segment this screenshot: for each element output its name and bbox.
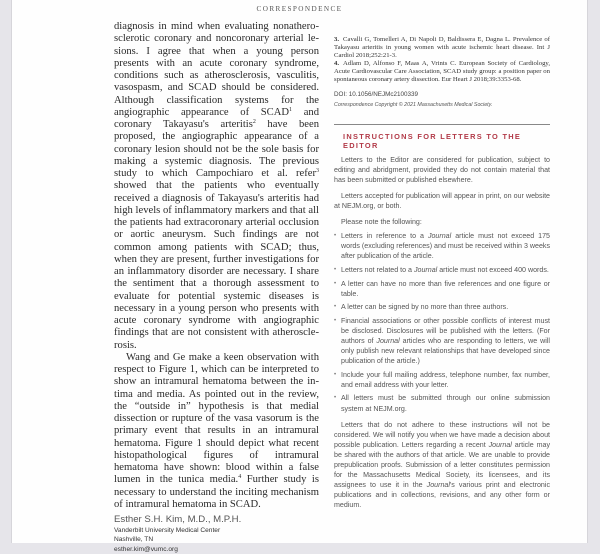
instructions-intro: Letters accepted for publication will appear in print, on our website at NEJM.org, or both. [334,191,550,210]
instructions-closing: Letters that do not adhere to these instructions will not be considered. We will notify you when we have made a decision about possible publication. Letters regarding a recent Journal article may be shared with the authors of that article. We are unable to provide prepublication proofs. Submission of a letter constitutes permission for the Massachusetts Medical Society, its licensees, and its assignees to use it in the Journal's various print and electronic publications and in collections, revisions, and any other form or medium. [334,420,551,510]
author-email[interactable]: esther.kim@vumc.org [114,545,178,553]
doi[interactable]: DOI: 10.1056/NEJMc2100339 [334,90,419,98]
instruction-bullet: • Letters not related to a Journal article must not exceed 400 words. [334,265,550,275]
instructions-bullet-list [334,231,550,414]
reference-item: 4. Adlam D, Alfonso F, Maas A, Vrints C. European Society of Cardiology, Acute Cardiovascular Care Association, SCAD study group: a position paper on spontaneous coronary artery dissection. Eur Heart J 2018;39:3353-68. [334,60,550,84]
instruction-bullet: • A letter can have no more than five references and one figure or table. [334,279,550,299]
citation-1: 1 [289,106,293,113]
running-head: CORRESPONDENCE [256,5,343,13]
citation-3: 3 [316,168,319,174]
author-name: Esther S.H. Kim, M.D., M.P.H. [114,514,242,525]
section-divider [334,124,550,125]
document-page [12,0,587,553]
letter-paragraph: Wang and Ge make a keen observation with respect to Figure 1, which can be interpreted to show an intramural hematoma between the intima and media. As pointed out in the review, the “outside in” hypothesis is that medial dissection or rupture of the vasa vasorum is the primary event that results in an intramural hematoma. Figure 1 should depict what recent histopathological figures of intramural hematoma have shown: blood within a false lumen in the tunica media.$^4$ Further study is necessary to understand the inciting mechanism of intramural hematoma in SCAD. [114,351,319,510]
instruction-bullet: • Financial associations or other possible conflicts of interest must be disclosed. Disclosures will be published with the letters. (For authors of Journal articles who are responding to letters, we will only publish new relevant relationships that have developed since publication of the article.) [334,316,550,366]
author-institution: Vanderbilt University Medical Center [114,527,221,534]
citation-2: 2 [252,119,256,125]
author-location: Nashville, TN [114,536,154,544]
instructions-note-lead: Please note the following: [341,218,422,227]
instructions-intro: Letters to the Editor are considered for publication, subject to editing and abridgment, provided they do not contain material that has been submitted or published elsewhere. [334,155,550,184]
instruction-bullet: • Letters in reference to a Journal article must not exceed 175 words (excluding references) and must be received within 3 weeks after publication of the article. [334,231,550,261]
right-column [334,36,550,510]
instruction-bullet: • A letter can be signed by no more than three authors. [334,302,550,312]
letter-body-column [114,21,319,554]
reference-item: 3. Cavalli G, Tomelleri A, Di Napoli D, Baldissera E, Dagna L. Prevalence of Takayasu arteritis in young women with acute ischemic heart disease. Int J Cardiol 2018;252:21-3. [334,36,550,60]
reference-list [334,36,550,85]
citation-4: 4 [238,474,242,481]
letter-paragraph: diagnosis in mind when evaluating nonatherosclerotic coronary and noncoronary arterial lesions. I agree that when a young person presents with an acute coronary syndrome, conditions such as atherosclerosis, vasculitis, vasospasm, and SCAD should be considered. Although classification systems for the angiographic appearance of SCAD$^1$ and coronary Takayasu's arteritis$^2$ have been proposed, the angiographic appearance of a coronary lesion should not be the sole basis for making a systemic diagnosis. The previous study to which Campochiaro et al. refer$^3$ showed that the patients who eventually received a diagnosis of Takayasu's arteritis had high levels of inflammatory markers and that all the patients had extracoronary arterial occlusion or aortic aneurysm. Such findings are not common among patients with SCAD; thus, when they are present, further investigations for an inflammatory disorder are necessary. I share the sentiment that a thorough assessment to evaluate for potential systemic diseases is necessary in a young person who presents with acute coronary syndrome with angiographic findings that are not consistent with atherosclerosis. [114,21,319,351]
instructions-box [334,155,550,511]
instruction-bullet: • All letters must be submitted through our online submission system at NEJM.org. [334,393,550,413]
copyright-notice: Correspondence Copyright © 2021 Massachusetts Medical Society. [334,101,493,108]
instructions-title: INSTRUCTIONS FOR LETTERS TO THE EDITOR [343,131,522,150]
instruction-bullet: • Include your full mailing address, telephone number, fax number, and email address with your letter. [334,370,550,390]
